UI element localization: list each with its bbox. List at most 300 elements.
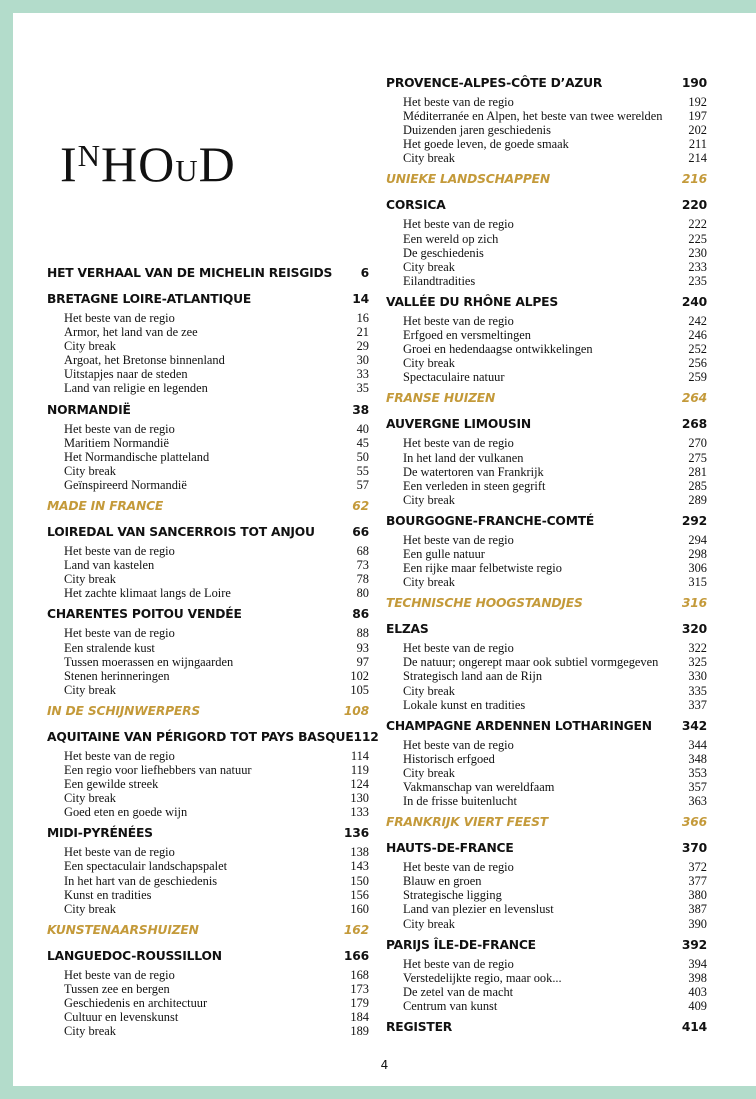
toc-entry[interactable] xyxy=(386,274,707,288)
entry-page-number: 138 xyxy=(350,845,369,860)
section-title: LOIREDAL VAN SANCERROIS TOT ANJOU xyxy=(47,525,315,540)
toc-section-heading[interactable] xyxy=(386,390,707,407)
entry-label: Spectaculaire natuur xyxy=(403,370,505,385)
toc-entry[interactable] xyxy=(47,572,369,586)
toc-entry[interactable] xyxy=(47,436,369,450)
title-letter: D xyxy=(198,136,236,192)
entry-label: De zetel van de macht xyxy=(403,984,514,999)
toc-page xyxy=(13,13,756,1086)
toc-section xyxy=(47,402,369,498)
entry-label: Het Normandische platteland xyxy=(64,449,210,464)
toc-entry[interactable] xyxy=(47,805,369,819)
entry-label: Het beste van de regio xyxy=(403,737,514,752)
entry-page-number: 235 xyxy=(688,273,707,288)
entry-label: City break xyxy=(64,463,116,478)
toc-section xyxy=(386,840,707,936)
toc-entry[interactable] xyxy=(386,314,707,328)
entry-page-number: 337 xyxy=(688,697,707,712)
entry-page-number: 97 xyxy=(356,654,369,669)
toc-entry[interactable] xyxy=(47,450,369,464)
entry-label: Het beste van de regio xyxy=(64,967,175,982)
entry-label: City break xyxy=(64,1024,116,1039)
entry-label: Centrum van kunst xyxy=(403,998,498,1013)
entry-label: Het beste van de regio xyxy=(403,532,514,547)
toc-entry[interactable] xyxy=(386,698,707,712)
toc-entry[interactable] xyxy=(386,533,707,547)
entry-label: Het beste van de regio xyxy=(64,544,175,559)
entry-page-number: 202 xyxy=(688,123,707,138)
entry-page-number: 156 xyxy=(350,887,369,902)
section-title: BRETAGNE LOIRE-ATLANTIQUE xyxy=(47,292,252,306)
toc-left-column xyxy=(47,265,379,1044)
toc-entry[interactable] xyxy=(386,260,707,274)
toc-entry[interactable] xyxy=(47,1024,369,1038)
entry-label: Een spectaculair landschapspalet xyxy=(64,859,228,874)
entry-page-number: 130 xyxy=(350,791,369,806)
entry-label: Een gulle natuur xyxy=(403,546,485,561)
entry-label: Het beste van de regio xyxy=(64,311,175,325)
entry-page-number: 289 xyxy=(688,492,707,507)
toc-entry[interactable] xyxy=(386,370,707,384)
entry-label: City break xyxy=(403,492,455,507)
entry-label: Erfgoed en versmeltingen xyxy=(403,328,531,343)
toc-entry[interactable] xyxy=(386,971,707,985)
toc-entry[interactable] xyxy=(47,544,369,558)
toc-entry[interactable] xyxy=(386,655,707,669)
entry-page-number: 222 xyxy=(688,217,707,232)
toc-entry[interactable] xyxy=(47,968,369,982)
section-title: CORSICA xyxy=(386,198,446,213)
entry-label: Goed eten en goede wijn xyxy=(64,805,188,820)
entry-label: Argoat, het Bretonse binnenland xyxy=(64,353,225,368)
section-title: PARIJS ÎLE-DE-FRANCE xyxy=(386,937,536,952)
entry-label: Verstedelijkte regio, maar ook... xyxy=(403,970,562,985)
entry-label: City break xyxy=(403,259,455,274)
entry-label: Geïnspireerd Normandië xyxy=(64,477,187,492)
entry-page-number: 133 xyxy=(350,805,369,820)
title-letter: HO xyxy=(101,136,176,192)
toc-entry[interactable] xyxy=(386,246,707,260)
toc-section-heading[interactable] xyxy=(47,825,369,842)
entry-page-number: 298 xyxy=(688,546,707,561)
toc-entry[interactable] xyxy=(386,985,707,999)
toc-section-heading[interactable] xyxy=(386,814,707,831)
toc-section-heading[interactable] xyxy=(47,524,369,541)
section-title: LANGUEDOC-ROUSSILLON xyxy=(47,948,222,963)
toc-entry[interactable] xyxy=(47,982,369,996)
toc-entry[interactable] xyxy=(47,558,369,572)
entry-page-number: 230 xyxy=(688,245,707,260)
toc-entry[interactable] xyxy=(386,151,707,165)
entry-label: Duizenden jaren geschiedenis xyxy=(403,123,551,138)
entry-page-number: 398 xyxy=(688,970,707,985)
entry-page-number: 380 xyxy=(688,888,707,903)
toc-section-heading[interactable] xyxy=(386,1019,707,1036)
entry-page-number: 102 xyxy=(350,668,369,683)
toc-entry[interactable] xyxy=(47,641,369,655)
section-page-number: 292 xyxy=(681,513,707,528)
entry-page-number: 29 xyxy=(356,339,369,354)
section-title: BOURGOGNE-FRANCHE-COMTÉ xyxy=(386,513,595,528)
toc-section-heading[interactable] xyxy=(47,606,369,623)
entry-page-number: 275 xyxy=(688,450,707,465)
entry-page-number: 285 xyxy=(688,478,707,493)
entry-page-number: 211 xyxy=(688,137,707,152)
toc-section xyxy=(47,948,369,1044)
toc-section-heading[interactable] xyxy=(386,513,707,530)
entry-page-number: 189 xyxy=(350,1024,369,1039)
entry-page-number: 409 xyxy=(688,998,707,1013)
section-title: FRANKRIJK VIERT FEEST xyxy=(386,815,548,830)
toc-section-heading[interactable] xyxy=(386,937,707,954)
toc-entry[interactable] xyxy=(47,478,369,492)
toc-section-heading[interactable] xyxy=(47,265,369,282)
toc-section xyxy=(386,75,707,171)
entry-label: Het beste van de regio xyxy=(403,217,514,232)
toc-entry[interactable] xyxy=(386,752,707,766)
toc-entry[interactable] xyxy=(47,464,369,478)
entry-label: Tussen moerassen en wijngaarden xyxy=(64,654,234,669)
toc-entry[interactable] xyxy=(386,123,707,137)
toc-entry[interactable] xyxy=(386,109,707,123)
toc-section-heading[interactable] xyxy=(47,729,379,746)
entry-label: Het beste van de regio xyxy=(64,626,175,641)
toc-entry[interactable] xyxy=(386,794,707,808)
toc-entry[interactable] xyxy=(47,626,369,640)
toc-section xyxy=(47,922,369,948)
entry-page-number: 33 xyxy=(356,367,369,382)
toc-section-heading[interactable] xyxy=(47,922,369,939)
entry-page-number: 322 xyxy=(688,641,707,656)
toc-section-heading[interactable] xyxy=(386,75,707,92)
toc-entry[interactable] xyxy=(386,356,707,370)
toc-section-heading[interactable] xyxy=(386,718,707,735)
toc-section-heading[interactable] xyxy=(386,171,707,188)
entry-page-number: 80 xyxy=(356,586,369,601)
entry-label: Het beste van de regio xyxy=(403,641,514,656)
entry-page-number: 35 xyxy=(356,381,369,396)
entry-label: City break xyxy=(64,339,116,354)
toc-entry[interactable] xyxy=(386,465,707,479)
entry-label: Uitstapjes naar de steden xyxy=(64,367,188,382)
entry-page-number: 30 xyxy=(356,353,369,368)
entry-label: Méditerranée en Alpen, het beste van twee werelden xyxy=(403,109,663,124)
section-page-number: 392 xyxy=(681,937,707,952)
toc-section xyxy=(386,294,707,390)
entry-page-number: 387 xyxy=(688,902,707,917)
section-page-number: 108 xyxy=(343,703,369,718)
toc-entry[interactable] xyxy=(386,342,707,356)
entry-label: De natuur; ongerept maar ook subtiel vormgegeven xyxy=(403,655,659,670)
entry-label: Groei en hedendaagse ontwikkelingen xyxy=(403,342,593,357)
section-title: MADE IN FRANCE xyxy=(47,499,164,514)
section-title: TECHNISCHE HOOGSTANDJES xyxy=(386,596,583,611)
toc-section-heading[interactable] xyxy=(386,595,707,612)
toc-entry[interactable] xyxy=(47,777,369,791)
section-page-number: 216 xyxy=(681,172,707,187)
entry-page-number: 114 xyxy=(350,748,369,763)
entry-label: Het beste van de regio xyxy=(403,956,514,971)
toc-section-heading[interactable] xyxy=(386,416,707,433)
entry-label: Strategische ligging xyxy=(403,888,502,903)
entry-page-number: 93 xyxy=(356,640,369,655)
toc-section-heading[interactable] xyxy=(47,291,369,308)
entry-label: De geschiedenis xyxy=(403,245,484,260)
entry-page-number: 184 xyxy=(350,1010,369,1025)
section-title: VALLÉE DU RHÔNE ALPES xyxy=(386,294,559,309)
toc-entry[interactable] xyxy=(47,325,369,339)
toc-section-heading[interactable] xyxy=(386,621,707,638)
toc-entry[interactable] xyxy=(386,860,707,874)
section-title: ELZAS xyxy=(386,622,429,637)
title-letter: I xyxy=(60,136,78,192)
entry-page-number: 197 xyxy=(688,109,707,124)
entry-label: City break xyxy=(64,901,116,916)
toc-entry[interactable] xyxy=(386,547,707,561)
entry-page-number: 363 xyxy=(688,794,707,809)
toc-entry[interactable] xyxy=(386,575,707,589)
toc-entry[interactable] xyxy=(386,669,707,683)
toc-section xyxy=(47,825,369,921)
toc-entry[interactable] xyxy=(47,655,369,669)
toc-entry[interactable] xyxy=(47,845,369,859)
entry-page-number: 246 xyxy=(688,328,707,343)
toc-entry[interactable] xyxy=(386,917,707,931)
toc-entry[interactable] xyxy=(386,738,707,752)
toc-entry[interactable] xyxy=(386,137,707,151)
toc-section xyxy=(386,621,707,717)
entry-label: Historisch erfgoed xyxy=(403,751,495,766)
entry-page-number: 105 xyxy=(350,682,369,697)
entry-page-number: 68 xyxy=(356,544,369,559)
entry-page-number: 357 xyxy=(688,780,707,794)
section-title: HAUTS-DE-FRANCE xyxy=(386,841,514,856)
toc-entry[interactable] xyxy=(47,996,369,1010)
toc-entry[interactable] xyxy=(386,436,707,450)
toc-right-column xyxy=(386,75,707,1045)
toc-entry[interactable] xyxy=(386,493,707,507)
toc-entry[interactable] xyxy=(386,479,707,493)
toc-section xyxy=(47,524,369,606)
toc-section xyxy=(386,1019,707,1045)
entry-label: Het beste van de regio xyxy=(403,313,514,328)
entry-page-number: 173 xyxy=(350,981,369,996)
entry-label: Strategisch land aan de Rijn xyxy=(403,669,543,684)
toc-entry[interactable] xyxy=(47,367,369,381)
toc-entry[interactable] xyxy=(47,859,369,873)
entry-label: Eilandtradities xyxy=(403,273,476,288)
toc-entry[interactable] xyxy=(47,874,369,888)
toc-section xyxy=(386,814,707,840)
entry-label: Maritiem Normandië xyxy=(64,435,169,450)
entry-label: Vakmanschap van wereldfaam xyxy=(403,780,555,794)
section-title: AQUITAINE VAN PÉRIGORD TOT PAYS BASQUE xyxy=(47,729,354,744)
entry-page-number: 160 xyxy=(350,901,369,916)
entry-label: City break xyxy=(64,791,116,806)
toc-section-heading[interactable] xyxy=(47,402,369,419)
entry-page-number: 50 xyxy=(356,449,369,464)
title-letter: N xyxy=(77,138,102,173)
entry-page-number: 372 xyxy=(688,860,707,875)
toc-entry[interactable] xyxy=(47,791,369,805)
section-page-number: 342 xyxy=(681,718,707,733)
entry-page-number: 40 xyxy=(356,421,369,436)
section-page-number: 366 xyxy=(681,815,707,830)
toc-section-heading[interactable] xyxy=(386,197,707,214)
section-page-number: 86 xyxy=(352,607,369,622)
section-title: UNIEKE LANDSCHAPPEN xyxy=(386,172,550,187)
entry-label: Het zachte klimaat langs de Loire xyxy=(64,586,231,601)
toc-entry[interactable] xyxy=(47,339,369,353)
entry-page-number: 214 xyxy=(688,151,707,166)
toc-section-heading[interactable] xyxy=(386,294,707,311)
toc-entry[interactable] xyxy=(386,888,707,902)
toc-section xyxy=(386,937,707,1019)
entry-page-number: 179 xyxy=(350,996,369,1010)
section-page-number: 220 xyxy=(681,198,707,213)
entry-label: Het beste van de regio xyxy=(64,421,175,436)
entry-label: Het beste van de regio xyxy=(403,860,514,875)
toc-entry[interactable] xyxy=(386,766,707,780)
toc-entry[interactable] xyxy=(386,641,707,655)
entry-page-number: 294 xyxy=(688,532,707,547)
toc-entry[interactable] xyxy=(386,328,707,342)
entry-label: Armor, het land van de zee xyxy=(64,325,198,340)
entry-label: City break xyxy=(403,356,455,371)
toc-entry[interactable] xyxy=(47,669,369,683)
entry-label: City break xyxy=(403,575,455,590)
entry-label: In het land der vulkanen xyxy=(403,450,524,465)
section-page-number: 38 xyxy=(352,402,369,417)
entry-page-number: 55 xyxy=(356,463,369,478)
entry-label: Kunst en tradities xyxy=(64,887,152,902)
toc-entry[interactable] xyxy=(386,451,707,465)
entry-page-number: 73 xyxy=(356,558,369,573)
entry-label: Het beste van de regio xyxy=(64,845,175,860)
toc-entry[interactable] xyxy=(386,780,707,794)
entry-page-number: 45 xyxy=(356,435,369,450)
entry-label: Land van kastelen xyxy=(64,558,155,573)
toc-entry[interactable] xyxy=(47,311,369,325)
entry-page-number: 348 xyxy=(688,751,707,766)
entry-label: Een regio voor liefhebbers van natuur xyxy=(64,762,252,777)
toc-entry[interactable] xyxy=(47,888,369,902)
toc-entry[interactable] xyxy=(47,749,369,763)
entry-label: Stenen herinneringen xyxy=(64,668,170,683)
section-page-number: 264 xyxy=(681,391,707,406)
entry-label: City break xyxy=(64,682,116,697)
toc-entry[interactable] xyxy=(47,586,369,600)
entry-page-number: 150 xyxy=(350,873,369,888)
toc-entry[interactable] xyxy=(386,874,707,888)
entry-label: City break xyxy=(403,765,455,780)
section-page-number: 268 xyxy=(681,417,707,432)
entry-page-number: 119 xyxy=(350,762,369,777)
toc-entry[interactable] xyxy=(386,684,707,698)
entry-page-number: 57 xyxy=(356,477,369,492)
toc-section xyxy=(47,291,369,402)
entry-page-number: 306 xyxy=(688,561,707,576)
toc-section-heading[interactable] xyxy=(47,498,369,515)
entry-label: Land van plezier en levenslust xyxy=(403,902,554,917)
toc-entry[interactable] xyxy=(386,902,707,916)
section-title: IN DE SCHIJNWERPERS xyxy=(47,703,201,718)
section-page-number: 166 xyxy=(343,948,369,963)
section-page-number: 414 xyxy=(681,1020,707,1035)
entry-page-number: 16 xyxy=(356,311,369,325)
section-title: NORMANDIË xyxy=(47,402,131,417)
toc-section xyxy=(386,513,707,595)
toc-section xyxy=(386,718,707,814)
entry-label: De watertoren van Frankrijk xyxy=(403,464,544,479)
entry-label: Een wereld op zich xyxy=(403,231,499,246)
toc-section xyxy=(47,703,369,729)
toc-entry[interactable] xyxy=(47,902,369,916)
section-title: PROVENCE-ALPES-CÔTE D’AZUR xyxy=(386,76,603,90)
entry-label: In de frisse buitenlucht xyxy=(403,794,517,809)
toc-section-heading[interactable] xyxy=(47,948,369,965)
entry-page-number: 256 xyxy=(688,356,707,371)
entry-label: Blauw en groen xyxy=(403,874,482,889)
toc-entry[interactable] xyxy=(386,217,707,231)
section-title: MIDI-PYRÉNÉES xyxy=(47,826,153,841)
toc-section xyxy=(47,265,369,291)
toc-section xyxy=(47,729,379,825)
entry-label: Tussen zee en bergen xyxy=(64,981,170,996)
entry-label: Het goede leven, de goede smaak xyxy=(403,137,569,152)
entry-page-number: 330 xyxy=(688,669,707,684)
entry-label: Cultuur en levenskunst xyxy=(64,1010,179,1025)
toc-entry[interactable] xyxy=(386,957,707,971)
entry-page-number: 281 xyxy=(688,464,707,479)
entry-label: Het beste van de regio xyxy=(64,748,175,763)
toc-section xyxy=(386,390,707,416)
entry-label: City break xyxy=(403,683,455,698)
toc-entry[interactable] xyxy=(386,232,707,246)
entry-label: Geschiedenis en architectuur xyxy=(64,996,208,1010)
entry-label: City break xyxy=(403,916,455,931)
entry-label: Een verleden in steen gegrift xyxy=(403,478,546,493)
section-page-number: 66 xyxy=(352,525,369,540)
toc-entry[interactable] xyxy=(386,999,707,1013)
toc-entry[interactable] xyxy=(386,95,707,109)
toc-entry[interactable] xyxy=(47,353,369,367)
section-page-number: 190 xyxy=(681,76,707,90)
entry-page-number: 390 xyxy=(688,916,707,931)
section-title: FRANSE HUIZEN xyxy=(386,391,496,406)
toc-entry[interactable] xyxy=(386,561,707,575)
entry-page-number: 21 xyxy=(356,325,369,340)
section-page-number: 14 xyxy=(352,292,369,306)
section-page-number: 316 xyxy=(681,596,707,611)
section-page-number: 6 xyxy=(360,266,369,280)
entry-label: Lokale kunst en tradities xyxy=(403,697,526,712)
entry-label: Het beste van de regio xyxy=(403,95,514,109)
toc-entry[interactable] xyxy=(47,381,369,395)
section-page-number: 320 xyxy=(681,622,707,637)
section-page-number: 136 xyxy=(343,826,369,841)
section-title: CHARENTES POITOU VENDÉE xyxy=(47,607,242,622)
entry-page-number: 225 xyxy=(688,231,707,246)
toc-section-heading[interactable] xyxy=(47,703,369,720)
entry-label: Land van religie en legenden xyxy=(64,381,208,396)
toc-entry[interactable] xyxy=(47,763,369,777)
toc-section-heading[interactable] xyxy=(386,840,707,857)
toc-entry[interactable] xyxy=(47,683,369,697)
toc-entry[interactable] xyxy=(47,422,369,436)
entry-page-number: 168 xyxy=(350,967,369,982)
toc-entry[interactable] xyxy=(47,1010,369,1024)
